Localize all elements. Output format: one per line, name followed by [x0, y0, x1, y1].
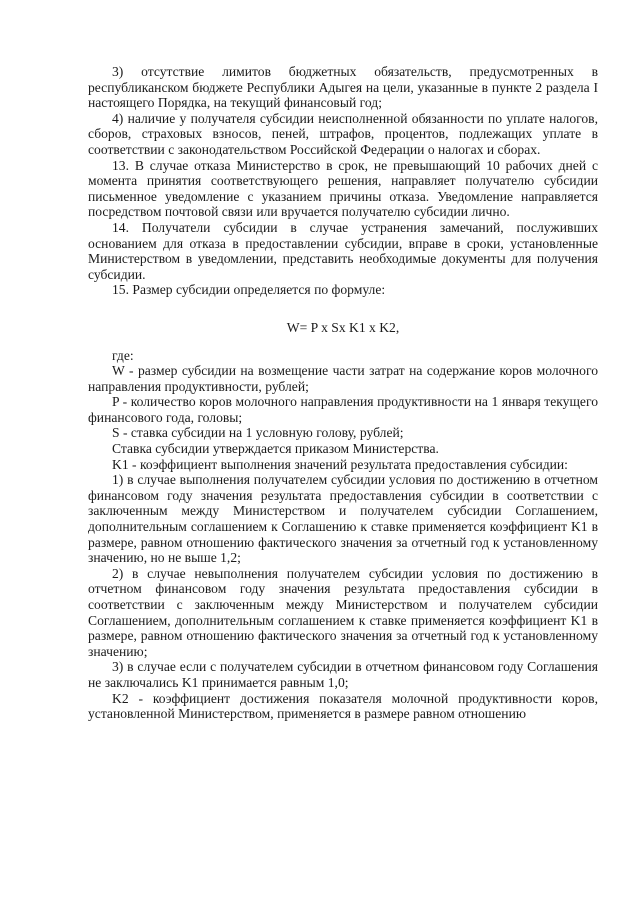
rate-approval-note: Ставка субсидии утверждается приказом Министерства.	[112, 441, 439, 457]
subsidy-formula: W= P x Sx K1 x K2,	[286, 319, 400, 335]
definition-p: P - количество коров молочного направления продуктивности на 1 января текущего финансового года, головы;	[88, 394, 598, 425]
k1-case-2: 2) в случае невыполнения получателем субсидии условия по достижению в отчетном финансовом году значения результата предоставления субсидии в соответствии с заключенным между Министерством и получателем субсидии Соглашением, дополнительным соглашением к ставке применяется коэффициент K1 в размере, равном отношению фактического значения за отчетный год к установленному значению;	[88, 565, 598, 659]
paragraph-14: 14. Получатели субсидии в случае устранения замечаний, послуживших основанием для отказа в предоставлении субсидии, вправе в сроки, установленные Министерством в уведомлении, представить необходимые документы для получения субсидии.	[88, 219, 598, 282]
paragraph-item-4: 4) наличие у получателя субсидии неисполненной обязанности по уплате налогов, сборов, страховых взносов, пеней, штрафов, процентов, подлежащих уплате в соответствии с законодательством Российской Федерации о налогах и сборах.	[88, 110, 598, 157]
k1-case-1: 1) в случае выполнения получателем субсидии условия по достижению в отчетном финансовом году значения результата предоставления субсидии в соответствии с заключенным между Министерством и получателем субсидии Соглашением, дополнительным соглашением к Соглашению к ставке применяется коэффициент K1 в размере, равном отношению фактического значения за отчетный год к установленному значению, но не выше 1,2;	[88, 472, 598, 566]
k1-case-3: 3) в случае если с получателем субсидии в отчетном финансовом году Соглашения не заключались K1 принимается равным 1,0;	[88, 659, 598, 690]
paragraph-13: 13. В случае отказа Министерство в срок, не превышающий 10 рабочих дней с момента принятия соответствующего решения, направляет получателю субсидии письменное уведомление с указанием причины отказа. Уведомление направляется посредством почтовой связи или вручается получателю субсидии лично.	[88, 157, 598, 220]
definition-w: W - размер субсидии на возмещение части затрат на содержание коров молочного направления продуктивности, рублей;	[88, 363, 598, 394]
definition-k2: K2 - коэффициент достижения показателя молочной продуктивности коров, установленной Министерством, применяется в размере равном отношению	[88, 690, 598, 722]
definition-s: S - ставка субсидии на 1 условную голову, рублей;	[112, 425, 404, 441]
paragraph-item-3: 3) отсутствие лимитов бюджетных обязательств, предусмотренных в республиканском бюджете Республики Адыгея на цели, указанные в пункте 2 раздела I настоящего Порядка, на текущий финансовый год;	[88, 64, 598, 111]
paragraph-15: 15. Размер субсидии определяется по формуле:	[112, 282, 386, 298]
formula-where: где:	[112, 347, 134, 363]
document-body	[88, 64, 598, 722]
definition-k1: K1 - коэффициент выполнения значений результата предоставления субсидии:	[112, 456, 568, 472]
